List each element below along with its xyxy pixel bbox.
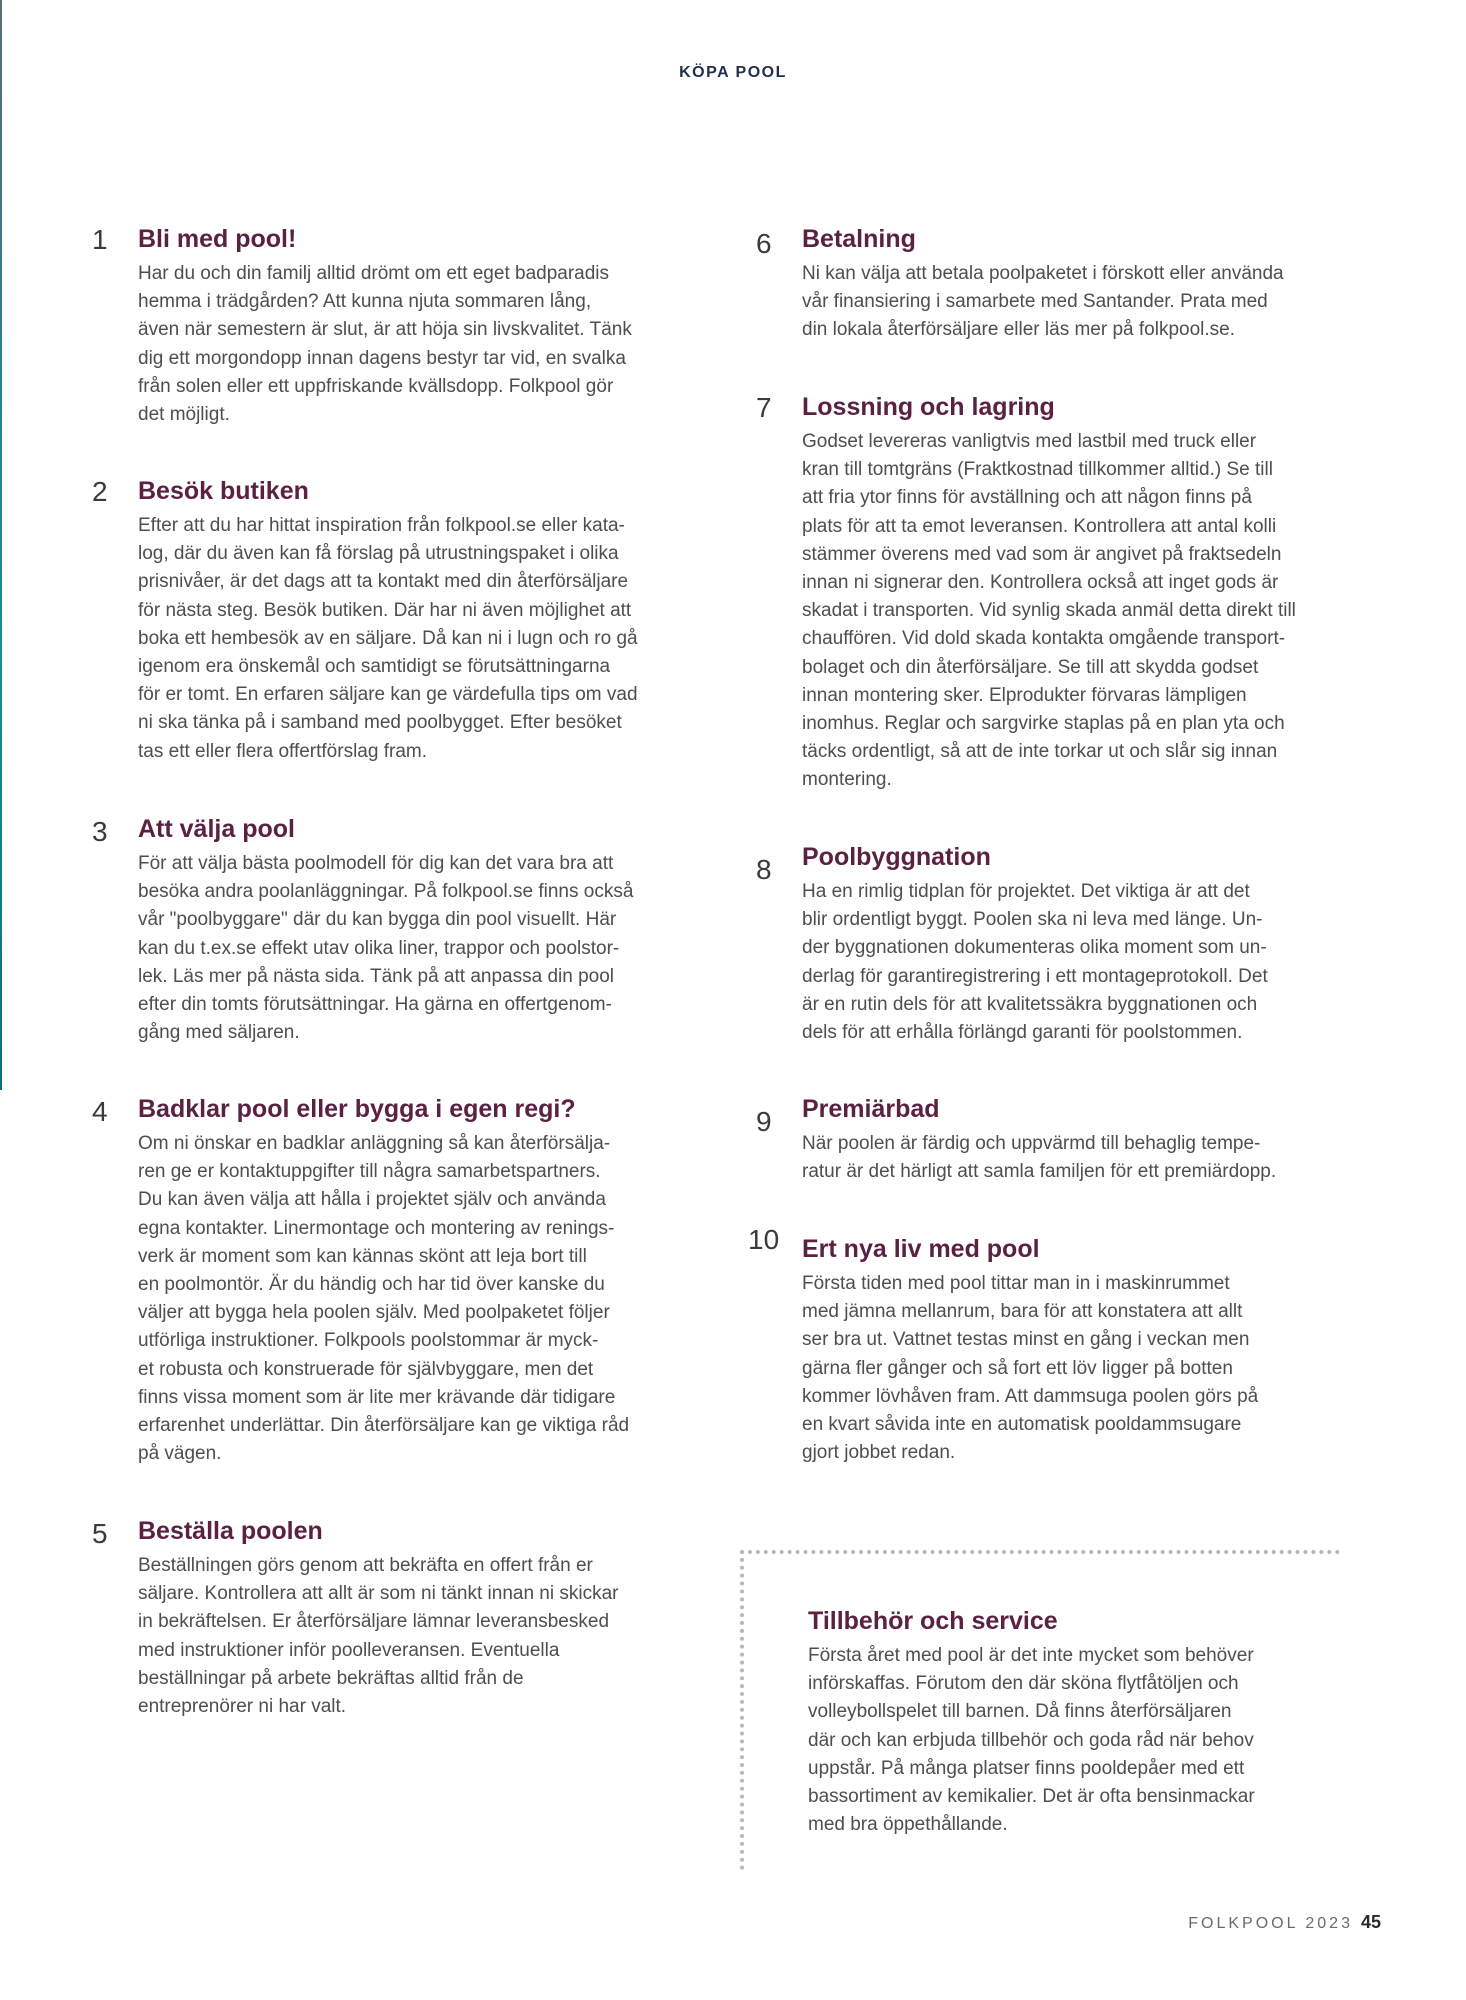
step-body: Om ni önskar en badklar anläggning så kan återförsälja- ren ge er kontaktuppgifter till några samarbetspartners. Du kan även välja att hålla i projektet själv och använda egna kontakter. Linermontage och montering av renings- verk är moment som kan kännas skönt att leja bort till en poolmontör. Är du händig och har tid över kanske du väljer att bygga hela poolen själv. Med poolpaketet följer utförliga instruktioner. Folkpools poolstommar är myck- et robusta och konstruerade för självbyggare, men det finns vissa moment som är lite mer krävande där tidigare erfarenhet underlättar. Din återförsäljare kan ge viktiga råd på vägen. — [138, 1133, 630, 1465]
step-5 — [138, 1516, 698, 1721]
step-title: Lossning och lagring — [802, 393, 1055, 421]
step-number-7: 7 — [756, 392, 772, 423]
step-body: För att välja bästa poolmodell för dig kan det vara bra att besöka andra poolanläggningar. På folkpool.se finns också vår "poolbyggare" där du kan bygga din pool visuellt. Här kan du t.ex.se effekt utav olika liner, trappor och poolstor- lek. Läs mer på nästa sida. Tänk på att anpassa din pool efter din tomts förutsättningar. Ha gärna en offertgenom- gång med säljaren. — [138, 853, 634, 1044]
info-box — [740, 1550, 1340, 1870]
step-number-8: 8 — [756, 854, 772, 885]
section-header: KÖPA POOL — [679, 64, 787, 81]
step-body: När poolen är färdig och uppvärmd till behaglig tempe- ratur är det härligt att samla familjen för ett premiärdopp. — [802, 1133, 1277, 1183]
page-footer — [1188, 1912, 1381, 1933]
info-box-title: Tillbehör och service — [808, 1607, 1058, 1635]
step-number-1: 1 — [92, 224, 108, 255]
step-8 — [802, 842, 1362, 1047]
step-body: Ni kan välja att betala poolpaketet i förskott eller använda vår finansiering i samarbete med Santander. Prata med din lokala återförsäljare eller läs mer på folkpool.se. — [802, 263, 1284, 341]
step-9 — [802, 1094, 1362, 1186]
step-3 — [138, 814, 698, 1047]
step-number-2: 2 — [92, 476, 108, 507]
info-box-body: Första året med pool är det inte mycket som behöver införskaffas. Förutom den där sköna flytfåtöljen och volleybollspelet till barnen. Då finns återförsäljaren där och kan erbjuda tillbehör och goda råd när behov uppstår. På många platser finns pooldepåer med ett bassortiment av kemikalier. Det är ofta bensinmackar med bra öppethållande. — [808, 1645, 1255, 1836]
step-7 — [802, 392, 1362, 795]
step-6 — [802, 224, 1362, 345]
step-number-3: 3 — [92, 816, 108, 847]
step-number-5: 5 — [92, 1518, 108, 1549]
step-body: Beställningen görs genom att bekräfta en offert från er säljare. Kontrollera att allt är som ni tänkt innan ni skickar in bekräftelsen. Er återförsäljare lämnar leveransbesked med instruktioner inför poolleveransen. Eventuella beställningar på arbete bekräftas alltid från de entreprenörer ni har valt. — [138, 1555, 619, 1718]
page-number: 45 — [1360, 1912, 1381, 1932]
step-10 — [802, 1234, 1362, 1467]
step-body: Ha en rimlig tidplan för projektet. Det viktiga är att det blir ordentligt byggt. Poolen ska ni leva med länge. Un- der byggnationen dokumenteras olika moment som un- derlag för garantiregistrering i ett montageprotokoll. Det är en rutin dels för att kvalitetssäkra byggnationen och dels för att erhålla förlängd garanti för poolstommen. — [802, 881, 1268, 1044]
step-title: Poolbyggnation — [802, 843, 991, 871]
step-title: Premiärbad — [802, 1095, 940, 1123]
step-body: Godset levereras vanligtvis med lastbil med truck eller kran till tomtgräns (Fraktkostnad tillkommer alltid.) Se till att fria ytor finns för avställning och att någon finns på plats för att ta emot leveransen. Kontrollera att antal kolli stämmer överens med vad som är angivet på fraktsedeln innan ni signerar den. Kontrollera också att inget gods är skadat i transporten. Vid synlig skada anmäl detta direkt till chauffören. Vid dold skada kontakta omgående transport- bolaget och din återförsäljare. Se till att skydda godset innan montering sker. Elprodukter förvaras lämpligen inomhus. Reglar och sargvirke staplas på en plan yta och täcks ordentligt, så att de inte torkar ut och slår sig innan montering. — [802, 431, 1296, 791]
step-number-9: 9 — [756, 1106, 772, 1137]
step-title: Besök butiken — [138, 477, 309, 505]
step-title: Bli med pool! — [138, 225, 297, 253]
publication-name: FOLKPOOL 2023 — [1188, 1915, 1353, 1932]
step-title: Badklar pool eller bygga i egen regi? — [138, 1095, 576, 1123]
step-title: Ert nya liv med pool — [802, 1235, 1040, 1263]
page-edge-strip — [0, 0, 2, 1090]
step-4 — [138, 1094, 698, 1468]
step-number-10: 10 — [748, 1224, 780, 1255]
step-title: Att välja pool — [138, 815, 295, 843]
step-number-6: 6 — [756, 228, 772, 259]
step-title: Beställa poolen — [138, 1517, 323, 1545]
step-title: Betalning — [802, 225, 916, 253]
info-box-content — [808, 1606, 1368, 1839]
step-body: Har du och din familj alltid drömt om ett eget badparadis hemma i trädgården? Att kunna njuta sommaren lång, även när semestern är slut, är att höja sin livskvalitet. Tänk dig ett morgondopp innan dagens bestyr tar vid, en svalka från solen eller ett uppfriskande kvällsdopp. Folkpool gör det möjligt. — [138, 263, 632, 426]
step-number-4: 4 — [92, 1096, 108, 1127]
step-1 — [138, 224, 698, 429]
step-2 — [138, 476, 698, 766]
step-body: Första tiden med pool tittar man in i maskinrummet med jämna mellanrum, bara för att konstatera att allt ser bra ut. Vattnet testas minst en gång i veckan men gärna fler gånger och så fort ett löv ligger på botten kommer lövhåven fram. Att dammsuga poolen görs på en kvart såvida inte en automatisk pooldammsugare gjort jobbet redan. — [802, 1273, 1259, 1464]
step-body: Efter att du har hittat inspiration från folkpool.se eller kata- log, där du även kan få förslag på utrustningspaket i olika prisnivåer, är det dags att ta kontakt med din återförsäljare för nästa steg. Besök butiken. Där har ni även möjlighet att boka ett hembesök av en säljare. Då kan ni i lugn och ro gå igenom era önskemål och samtidigt se förutsättningarna för er tomt. En erfaren säljare kan ge värdefulla tips om vad ni ska tänka på i samband med poolbygget. Efter besöket tas ett eller flera offertförslag fram. — [138, 515, 638, 762]
